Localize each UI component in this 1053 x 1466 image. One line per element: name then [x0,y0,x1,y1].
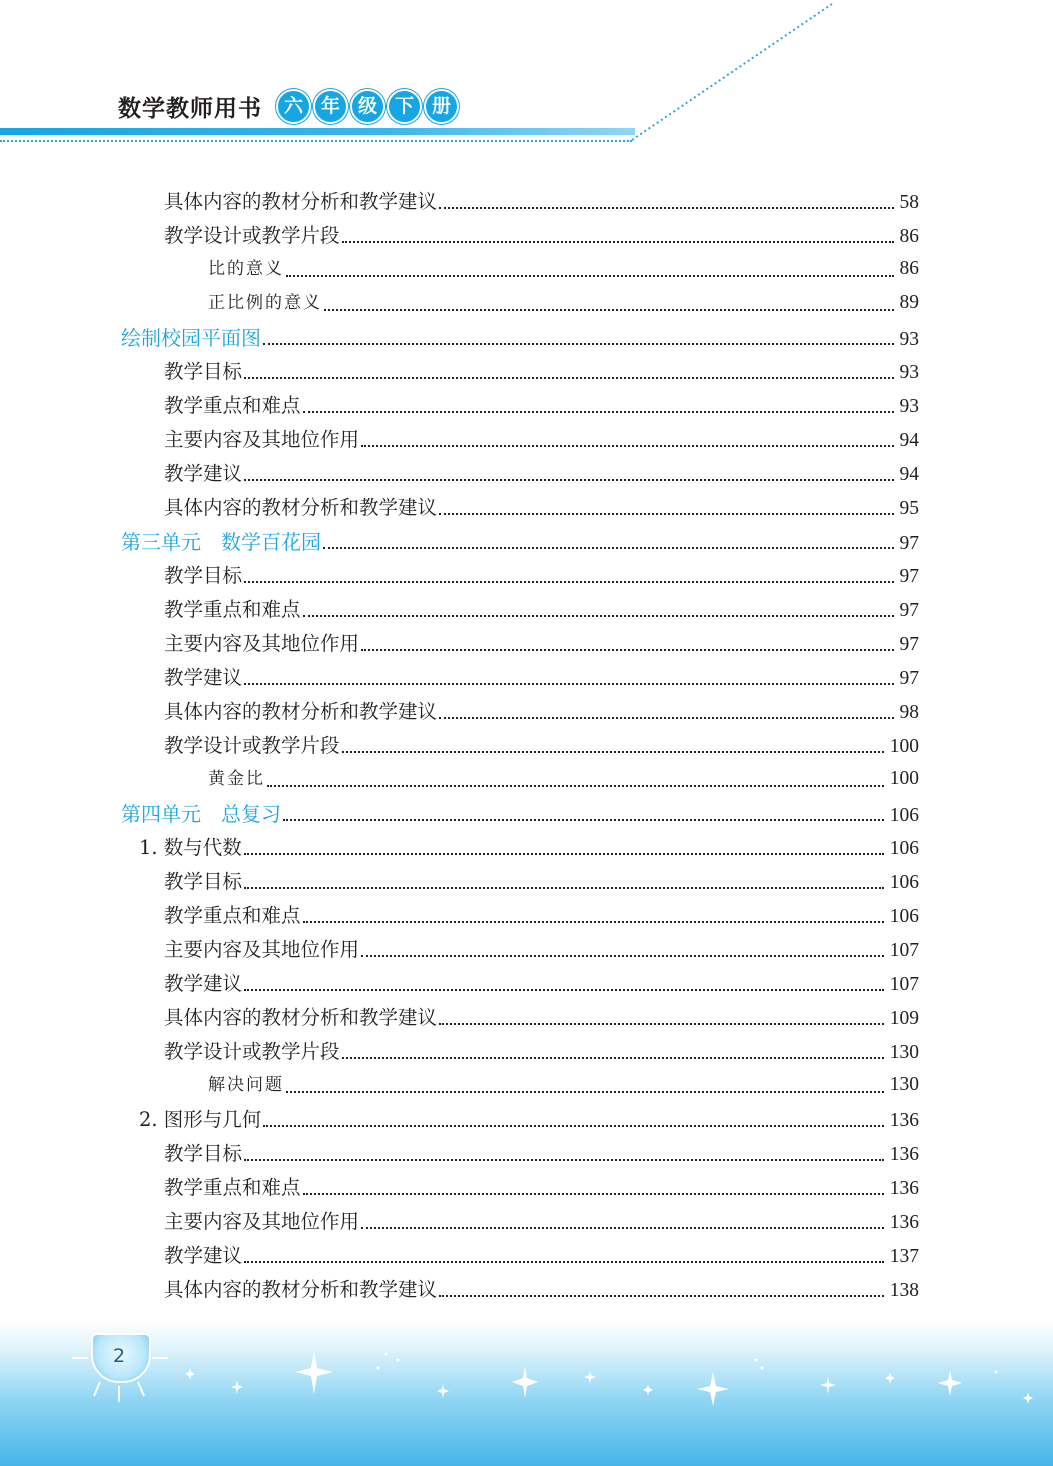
toc-page-number: 93 [899,329,919,350]
toc-page-number: 98 [899,702,919,723]
toc-row [164,1138,919,1172]
toc-leader-dots [303,615,894,617]
toc-page-number: 106 [889,838,919,859]
toc-leader-dots [244,479,893,481]
toc-leader-dots [342,1057,884,1059]
toc-entry-label: 教学建议 [164,972,243,995]
grade-badge: 下 [387,89,422,124]
toc-entry-label: 教学建议 [164,1244,243,1267]
toc-leader-dots [439,717,893,719]
toc-page-number: 136 [889,1178,919,1199]
toc-leader-dots [283,819,884,821]
toc-entry-label: 教学目标 [164,360,243,383]
toc-row [164,1172,919,1206]
toc-page-number: 58 [899,192,919,213]
toc-leader-dots [263,343,894,345]
toc-entry-label: 教学目标 [164,1142,243,1165]
toc-row [208,764,919,798]
toc-page-number: 106 [889,872,919,893]
toc-leader-dots [439,1023,884,1025]
grade-badge: 六 [276,89,311,124]
toc-page-number: 100 [889,768,919,789]
toc-row [164,492,919,526]
toc-row [164,934,919,968]
toc-entry-label: 教学设计或教学片段 [164,734,340,757]
toc-page-number: 86 [899,258,919,279]
toc-row [164,560,919,594]
toc-leader-dots [244,989,884,991]
toc-entry-label: 2. 图形与几何 [139,1108,262,1131]
toc-entry-label: 具体内容的教材分析和教学建议 [164,1278,438,1301]
toc-row [164,968,919,1002]
toc-leader-dots [263,1125,883,1127]
toc-page-number: 97 [899,600,919,621]
toc-leader-dots [303,411,894,413]
toc-row [164,628,919,662]
toc-leader-dots [244,1261,884,1263]
toc-entry-label: 具体内容的教材分析和教学建议 [164,190,438,213]
toc-entry-label: 黄金比 [208,769,265,789]
toc-leader-dots [244,853,884,855]
toc-leader-dots [361,955,884,957]
toc-row [121,526,919,560]
toc-row [164,1240,919,1274]
toc-page-number: 95 [899,498,919,519]
toc-row [164,866,919,900]
grade-badges [276,89,459,124]
toc-page-number: 106 [889,906,919,927]
toc-row [164,662,919,696]
toc-row [164,730,919,764]
toc-entry-label: 教学重点和难点 [164,1176,301,1199]
grade-badge: 年 [313,89,348,124]
toc-leader-dots [361,1227,884,1229]
toc-row [164,900,919,934]
toc-page-number: 86 [899,226,919,247]
toc-row [164,1206,919,1240]
toc-entry-label: 解决问题 [208,1075,284,1095]
toc-entry-label: 教学设计或教学片段 [164,224,340,247]
toc-entry-label: 教学建议 [164,666,243,689]
toc-page-number: 109 [889,1008,919,1029]
toc-leader-dots [244,377,893,379]
toc-row [164,1002,919,1036]
toc-leader-dots [439,513,893,515]
toc-page-number: 94 [899,430,919,451]
toc-entry-label: 教学目标 [164,870,243,893]
toc-page-number: 93 [899,362,919,383]
toc-page-number: 136 [889,1110,919,1131]
toc-row [139,832,919,866]
toc-page-number: 130 [889,1074,919,1095]
toc-row [121,322,919,356]
toc-entry-label: 教学目标 [164,564,243,587]
toc-page-number: 97 [899,566,919,587]
toc-leader-dots [342,241,894,243]
toc-entry-label: 主要内容及其地位作用 [164,1210,360,1233]
book-title: 数学教师用书 [118,96,262,122]
toc-entry-label: 教学重点和难点 [164,598,301,621]
page-header [0,0,1053,150]
sparkle-decoration [0,1320,1053,1466]
toc-row [164,356,919,390]
toc-page-number: 97 [899,634,919,655]
toc-entry-label: 比的意义 [208,259,284,279]
toc-row [164,1036,919,1070]
toc-entry-label: 具体内容的教材分析和教学建议 [164,496,438,519]
toc-page-number: 137 [889,1246,919,1267]
toc-leader-dots [361,445,893,447]
toc-entry-label: 具体内容的教材分析和教学建议 [164,700,438,723]
toc-leader-dots [244,683,893,685]
toc-page-number: 136 [889,1144,919,1165]
toc-leader-dots [303,921,884,923]
toc-row [164,1274,919,1308]
toc-leader-dots [439,1295,884,1297]
toc-page-number: 94 [899,464,919,485]
toc-page-number: 107 [889,940,919,961]
toc-row [139,1104,919,1138]
toc-leader-dots [323,547,894,549]
toc-page-number: 106 [889,805,919,826]
toc-entry-label: 第三单元 数学百花园 [121,530,321,554]
toc-row [164,696,919,730]
toc-page-number: 100 [889,736,919,757]
toc-leader-dots [439,207,893,209]
toc-row [164,424,919,458]
toc-leader-dots [286,275,894,277]
toc-leader-dots [244,581,893,583]
toc-leader-dots [361,649,893,651]
toc-entry-label: 主要内容及其地位作用 [164,428,360,451]
toc-entry-label: 主要内容及其地位作用 [164,938,360,961]
toc-entry-label: 绘制校园平面图 [121,326,261,350]
grade-badge: 册 [424,89,459,124]
toc-row [208,254,919,288]
toc-row [164,390,919,424]
toc-row [208,1070,919,1104]
toc-leader-dots [303,1193,884,1195]
toc-entry-label: 教学重点和难点 [164,904,301,927]
toc-leader-dots [342,751,884,753]
toc-page-number: 89 [899,292,919,313]
toc-leader-dots [244,887,884,889]
grade-badge: 级 [350,89,385,124]
toc-leader-dots [267,785,884,787]
toc-leader-dots [244,1159,884,1161]
toc-entry-label: 教学设计或教学片段 [164,1040,340,1063]
toc-row [121,798,919,832]
toc-page-number: 138 [889,1280,919,1301]
toc-page-number: 136 [889,1212,919,1233]
toc-row [164,458,919,492]
toc-row [164,220,919,254]
toc-entry-label: 第四单元 总复习 [121,802,281,826]
toc-entry-label: 教学建议 [164,462,243,485]
toc-entry-label: 具体内容的教材分析和教学建议 [164,1006,438,1029]
toc-row [164,186,919,220]
header-bar [0,128,635,135]
toc-page-number: 107 [889,974,919,995]
page-number: 2 [112,1345,126,1367]
toc-page-number: 130 [889,1042,919,1063]
toc-leader-dots [286,1091,884,1093]
toc-row [208,288,919,322]
toc-page-number: 97 [899,533,919,554]
toc-entry-label: 教学重点和难点 [164,394,301,417]
toc-page-number: 93 [899,396,919,417]
header-dotted-rule [0,140,632,142]
toc-row [164,594,919,628]
toc-entry-label: 1. 数与代数 [139,836,242,859]
toc-entry-label: 正比例的意义 [208,293,322,313]
toc-page-number: 97 [899,668,919,689]
toc-leader-dots [324,309,894,311]
toc-entry-label: 主要内容及其地位作用 [164,632,360,655]
